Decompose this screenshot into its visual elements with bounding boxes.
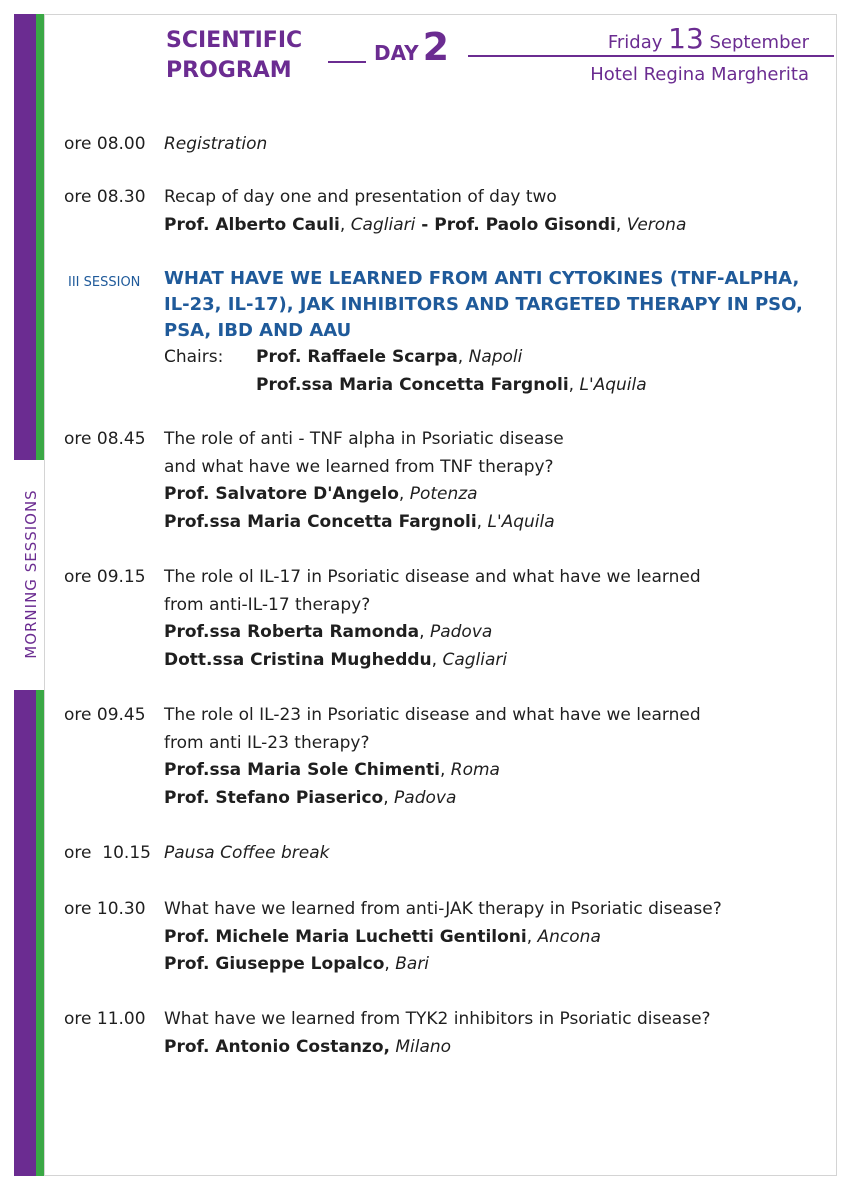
speaker-line: Prof.ssa Maria Concetta Fargnoli, L'Aquila [164,511,555,532]
speaker-separator: - [415,214,435,235]
event-date [608,22,809,55]
row-title-line: The role ol IL-23 in Psoriatic disease and what have we learned [164,705,701,725]
row-time: ore 08.45 [64,429,146,449]
speaker-name: Prof. Alberto Cauli [164,214,340,235]
speaker-name: Prof.ssa Roberta Ramonda [164,622,420,642]
row-title-line: from anti IL-23 therapy? [164,732,370,753]
row-time: ore 08.00 [64,134,146,154]
speaker-line: Prof. Giuseppe Lopalco, Bari [164,954,430,974]
side-bar-purple-top [14,14,36,460]
speaker-city: Verona [626,214,687,235]
speaker-city: Cagliari [442,649,508,670]
row-title: What have we learned from TYK2 inhibitors in Psoriatic disease? [164,1009,711,1029]
day-label [374,25,450,69]
row-title: Pausa Coffee break [164,843,330,863]
day-word: DAY [374,41,419,65]
title-line-1: SCIENTIFIC [166,28,303,53]
session-tag: III SESSION [68,275,141,290]
row-title-line: and what have we learned from TNF therapy? [164,456,554,477]
speaker-city: Bari [395,954,430,974]
speaker-name: Prof. Giuseppe Lopalco [164,954,385,974]
speaker-city: Cagliari [350,214,416,235]
speaker-line: Dott.ssa Cristina Mugheddu, Cagliari [164,649,508,670]
speaker-name: Prof. Stefano Piaserico [164,787,384,808]
speaker-line: Prof.ssa Maria Sole Chimenti, Roma [164,760,500,780]
speaker-line: Prof. Alberto Cauli, Cagliari - Prof. Paolo Gisondi, Verona [164,214,687,235]
speaker-name: Prof. Michele Maria Luchetti Gentiloni [164,926,527,947]
speaker-city: Roma [450,760,500,780]
speaker-name: Prof.ssa Maria Sole Chimenti [164,760,440,780]
row-title-line: The role of anti - TNF alpha in Psoriatic disease [164,429,564,449]
row-time: ore 09.45 [64,705,146,725]
session-title-line: WHAT HAVE WE LEARNED FROM ANTI CYTOKINES (TNF-ALPHA, [164,268,800,289]
chair-name: Prof. Raffaele Scarpa [256,347,458,367]
speaker-name: Prof. Salvatore D'Angelo [164,484,399,504]
day-number: 2 [422,25,450,69]
program-title [166,26,302,86]
row-time: ore 10.15 [64,843,151,863]
side-bar-green-bottom [36,690,44,1176]
speaker-line: Prof.ssa Roberta Ramonda, Padova [164,622,493,642]
side-bar-purple-bottom [14,690,36,1176]
row-title: What have we learned from anti-JAK therapy in Psoriatic disease? [164,899,722,919]
chairs-label: Chairs: [164,347,224,367]
chair-name: Prof.ssa Maria Concetta Fargnoli [256,374,569,395]
row-time: ore 09.15 [64,567,146,587]
session-title-line: IL-23, IL-17), JAK INHIBITORS AND TARGETED THERAPY IN PSO, [164,294,803,315]
date-day: 13 [668,22,704,55]
row-title-line: The role ol IL-17 in Psoriatic disease and what have we learned [164,567,701,587]
chairs-block [164,344,804,400]
speaker-name: Prof. Paolo Gisondi [434,214,616,235]
speaker-city: L'Aquila [487,511,555,532]
speaker-city: Padova [394,787,457,808]
header-rule-right [468,55,834,57]
row-time: ore 08.30 [64,187,146,207]
speaker-line: Prof. Michele Maria Luchetti Gentiloni, Ancona [164,926,601,947]
row-time: ore 10.30 [64,899,146,919]
header-rule-left [328,61,366,63]
speaker-city: Padova [429,622,493,642]
morning-sessions-label: MORNING SESSIONS [22,489,40,659]
speaker-city: Ancona [537,926,601,947]
speaker-name: Prof. Antonio Costanzo, [164,1036,390,1057]
row-title: Recap of day one and presentation of day two [164,187,557,207]
date-month: September [709,32,809,53]
venue: Hotel Regina Margherita [590,64,809,85]
speaker-line: Prof. Salvatore D'Angelo, Potenza [164,484,478,504]
speaker-name: Dott.ssa Cristina Mugheddu [164,649,432,670]
speaker-name: Prof.ssa Maria Concetta Fargnoli [164,511,477,532]
chair-line: Prof. Raffaele Scarpa, Napoli [256,347,523,367]
title-line-2: PROGRAM [166,58,292,83]
chair-line: Prof.ssa Maria Concetta Fargnoli, L'Aquila [256,374,647,395]
speaker-city: Milano [395,1036,452,1057]
row-title: Registration [164,134,268,154]
chair-city: L'Aquila [579,374,647,395]
speaker-line [164,1034,804,1062]
chair-city: Napoli [468,347,523,367]
speaker-city: Potenza [409,484,478,504]
row-time: ore 11.00 [64,1009,146,1029]
side-bar-green-top [36,14,44,460]
date-weekday: Friday [607,32,663,53]
row-title-line: from anti-IL-17 therapy? [164,594,371,615]
session-title-line: PSA, IBD AND AAU [164,320,352,341]
speaker-line: Prof. Stefano Piaserico, Padova [164,787,457,808]
